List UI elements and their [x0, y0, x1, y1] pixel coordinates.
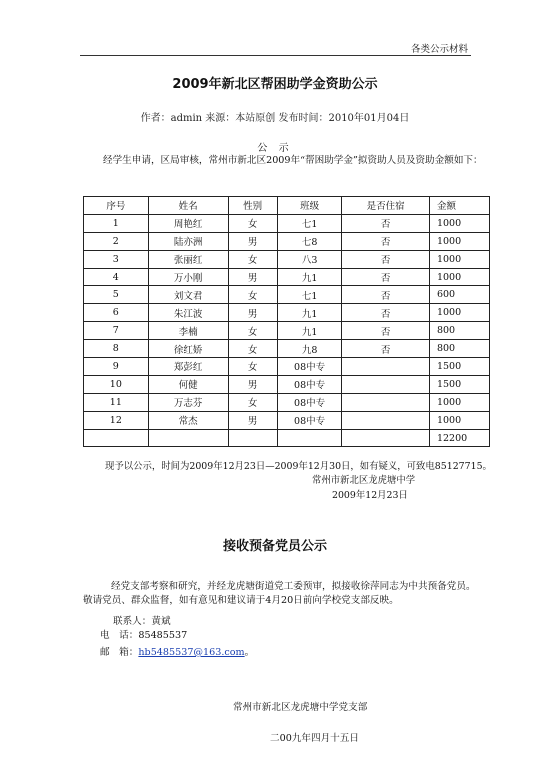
cell-class: 八3 — [277, 250, 342, 268]
cell-index: 6 — [84, 304, 149, 322]
table-row — [84, 214, 490, 232]
publisher-org: 常州市新北区龙虎塘中学 — [312, 475, 416, 486]
table-row — [84, 232, 490, 250]
cell-class: 九1 — [277, 268, 342, 286]
cell-boarding: 否 — [342, 286, 430, 304]
cell-gender: 女 — [228, 393, 277, 411]
header-divider — [80, 55, 471, 56]
total-empty-cell — [228, 429, 277, 447]
cell-class: 08中专 — [277, 411, 342, 429]
cell-index: 9 — [84, 358, 149, 376]
party-notice-date: 二00九年四月十五日 — [270, 733, 359, 744]
cell-class: 七1 — [277, 286, 342, 304]
cell-amount: 1000 — [429, 393, 489, 411]
table-row — [84, 304, 490, 322]
cell-boarding — [342, 411, 430, 429]
cell-gender: 男 — [228, 232, 277, 250]
total-empty-cell — [148, 429, 228, 447]
cell-amount: 1000 — [429, 232, 489, 250]
cell-gender: 女 — [228, 322, 277, 340]
publicity-period-text: 现予以公示，时间为2009年12月23日—2009年12月30日，如有疑义，可致电85127715。 — [105, 461, 492, 472]
total-empty-cell — [277, 429, 342, 447]
header-boarding: 是否住宿 — [342, 197, 430, 215]
cell-name: 李楠 — [148, 322, 228, 340]
cell-boarding — [342, 358, 430, 376]
cell-name: 何健 — [148, 375, 228, 393]
funding-table — [83, 196, 490, 447]
cell-name: 朱江波 — [148, 304, 228, 322]
contact-person: 联系人：黄斌 — [113, 616, 171, 627]
party-branch-signature: 常州市新北区龙虎塘中学党支部 — [233, 702, 368, 713]
cell-gender: 男 — [228, 411, 277, 429]
cell-index: 2 — [84, 232, 149, 250]
table-total-row — [84, 429, 490, 447]
cell-class: 08中专 — [277, 375, 342, 393]
cell-gender: 女 — [228, 250, 277, 268]
total-amount: 12200 — [429, 429, 489, 447]
cell-index: 4 — [84, 268, 149, 286]
table-header-row — [84, 197, 490, 215]
table-row — [84, 250, 490, 268]
cell-class: 08中专 — [277, 358, 342, 376]
cell-name: 徐红娇 — [148, 340, 228, 358]
header-name: 姓名 — [148, 197, 228, 215]
table-row — [84, 358, 490, 376]
table-row — [84, 322, 490, 340]
email-label: 邮 箱： — [100, 647, 139, 658]
cell-boarding — [342, 393, 430, 411]
cell-index: 8 — [84, 340, 149, 358]
cell-amount: 1500 — [429, 375, 489, 393]
cell-index: 12 — [84, 411, 149, 429]
phone-number: 85485537 — [138, 630, 188, 641]
cell-boarding: 否 — [342, 340, 430, 358]
total-empty-cell — [84, 429, 149, 447]
cell-amount: 1000 — [429, 304, 489, 322]
cell-amount: 1000 — [429, 214, 489, 232]
header-class: 班级 — [277, 197, 342, 215]
table-row — [84, 393, 490, 411]
table-row — [84, 340, 490, 358]
cell-amount: 800 — [429, 322, 489, 340]
cell-index: 3 — [84, 250, 149, 268]
cell-index: 10 — [84, 375, 149, 393]
cell-name: 陆亦洲 — [148, 232, 228, 250]
cell-name: 张丽红 — [148, 250, 228, 268]
header-index: 序号 — [84, 197, 149, 215]
cell-amount: 1000 — [429, 250, 489, 268]
intro-paragraph: 经学生申请，区局审核，常州市新北区2009年“帮困助学金”拟资助人员及资助金额如下： — [103, 155, 483, 166]
cell-class: 九8 — [277, 340, 342, 358]
cell-class: 08中专 — [277, 393, 342, 411]
cell-name: 万小刚 — [148, 268, 228, 286]
article-title: 2009年新北区帮困助学金资助公示 — [172, 77, 378, 92]
cell-class: 九1 — [277, 322, 342, 340]
cell-name: 刘文君 — [148, 286, 228, 304]
cell-boarding — [342, 375, 430, 393]
email-suffix: 。 — [244, 647, 255, 658]
cell-amount: 600 — [429, 286, 489, 304]
contact-phone — [100, 627, 187, 641]
cell-name: 郑彭红 — [148, 358, 228, 376]
cell-class: 七1 — [277, 214, 342, 232]
cell-gender: 女 — [228, 358, 277, 376]
cell-boarding: 否 — [342, 214, 430, 232]
party-notice-body: 经党支部考察和研究，并经龙虎塘街道党工委预审，拟接收徐萍同志为中共预备党员。敬请党员、群众监督，如有意见和建议请于4月20日前向学校党支部反映。 — [83, 581, 476, 606]
notice-heading: 公 示 — [257, 143, 293, 154]
total-empty-cell — [342, 429, 430, 447]
cell-name: 周艳红 — [148, 214, 228, 232]
cell-name: 万志芬 — [148, 393, 228, 411]
cell-class: 九1 — [277, 304, 342, 322]
cell-gender: 女 — [228, 340, 277, 358]
cell-boarding: 否 — [342, 268, 430, 286]
publish-date: 2009年12月23日 — [332, 490, 408, 501]
table-row — [84, 268, 490, 286]
cell-amount: 1500 — [429, 358, 489, 376]
cell-class: 七8 — [277, 232, 342, 250]
cell-index: 7 — [84, 322, 149, 340]
cell-index: 11 — [84, 393, 149, 411]
header-amount: 金额 — [429, 197, 489, 215]
party-notice-title: 接收预备党员公示 — [222, 539, 327, 554]
cell-index: 5 — [84, 286, 149, 304]
phone-label: 电 话： — [100, 630, 139, 641]
cell-gender: 男 — [228, 304, 277, 322]
cell-index: 1 — [84, 214, 149, 232]
cell-boarding: 否 — [342, 232, 430, 250]
cell-gender: 女 — [228, 286, 277, 304]
table-row — [84, 375, 490, 393]
cell-amount: 1000 — [429, 268, 489, 286]
table-row — [84, 411, 490, 429]
cell-gender: 女 — [228, 214, 277, 232]
header-gender: 性别 — [228, 197, 277, 215]
contact-email — [100, 644, 254, 658]
cell-gender: 男 — [228, 375, 277, 393]
cell-boarding: 否 — [342, 250, 430, 268]
table-row — [84, 286, 490, 304]
email-link[interactable]: hb5485537@163.com — [138, 647, 245, 658]
article-meta: 作者：admin 来源：本站原创 发布时间：2010年01月04日 — [140, 113, 410, 124]
cell-name: 常杰 — [148, 411, 228, 429]
cell-gender: 男 — [228, 268, 277, 286]
cell-boarding: 否 — [342, 304, 430, 322]
cell-boarding: 否 — [342, 322, 430, 340]
cell-amount: 800 — [429, 340, 489, 358]
header-category-tag: 各类公示材料 — [410, 44, 468, 55]
cell-amount: 1000 — [429, 411, 489, 429]
